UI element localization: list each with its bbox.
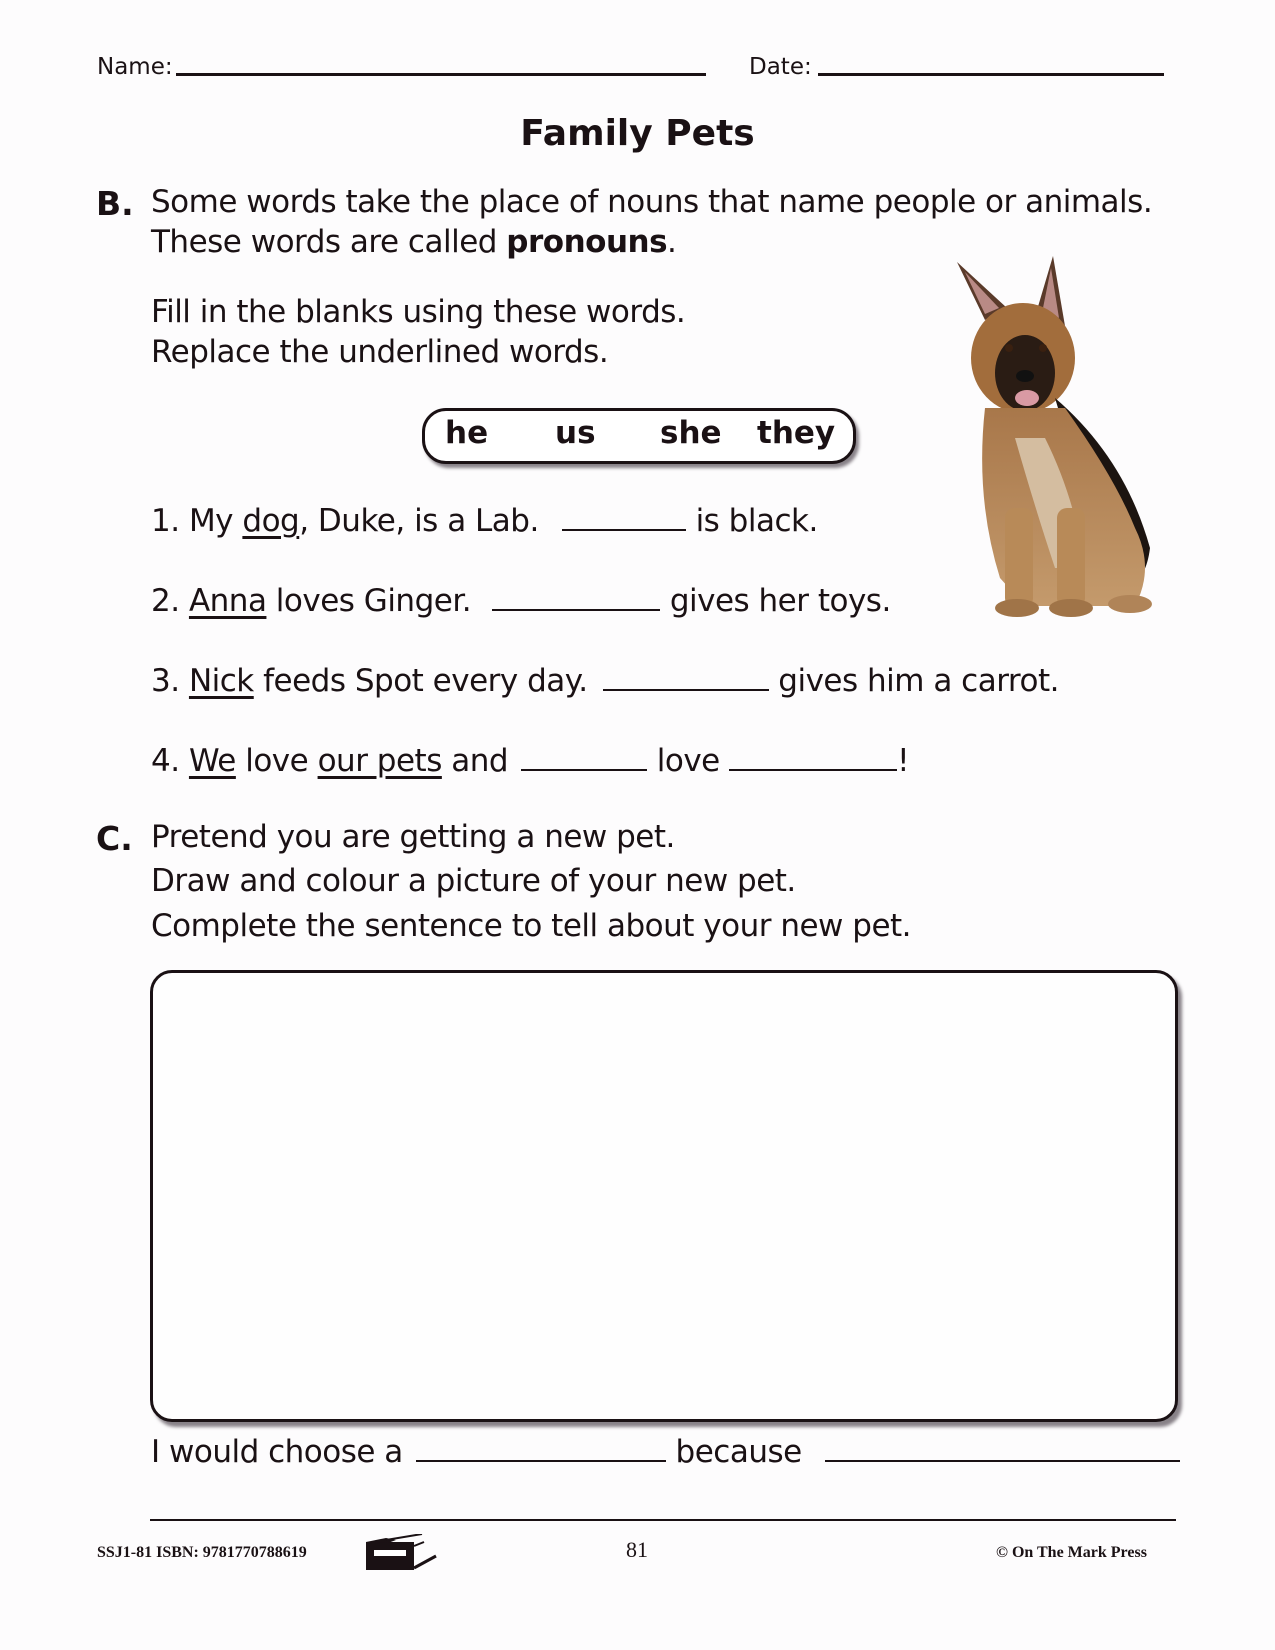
completion-sentence bbox=[151, 1434, 1180, 1470]
item-text: and bbox=[441, 743, 518, 779]
page-number: 81 bbox=[626, 1537, 648, 1562]
item-number: 2. bbox=[151, 583, 180, 619]
pronouns-term: pronouns bbox=[506, 224, 668, 260]
section-c-line3: Complete the sentence to tell about your new pet. bbox=[151, 908, 912, 944]
word-bank-item: she bbox=[660, 415, 722, 451]
section-c-letter: C. bbox=[96, 819, 133, 858]
exercise-item-3 bbox=[151, 663, 1059, 699]
underlined-word: dog bbox=[242, 503, 300, 539]
reason-blank[interactable] bbox=[825, 1459, 1180, 1462]
item-number: 1. bbox=[151, 503, 180, 539]
date-field[interactable] bbox=[818, 73, 1164, 76]
item-text: feeds Spot every day. bbox=[253, 663, 588, 699]
pet-choice-blank[interactable] bbox=[416, 1459, 666, 1462]
section-c-line2: Draw and colour a picture of your new pet. bbox=[151, 863, 796, 899]
underlined-word: Anna bbox=[188, 583, 267, 619]
instruction-line2: Replace the underlined words. bbox=[151, 334, 609, 370]
word-bank-item: they bbox=[757, 415, 836, 451]
item-text: loves Ginger. bbox=[266, 583, 472, 619]
item-text: ! bbox=[897, 743, 910, 779]
date-label: Date: bbox=[749, 54, 812, 80]
instruction-line1: Fill in the blanks using these words. bbox=[151, 294, 686, 330]
word-bank bbox=[422, 408, 856, 464]
german-shepherd-dog-image bbox=[945, 248, 1160, 623]
answer-blank[interactable] bbox=[729, 768, 897, 771]
answer-blank[interactable] bbox=[521, 768, 647, 771]
intro-text: These words are called bbox=[151, 224, 507, 260]
footer-divider bbox=[150, 1519, 1176, 1521]
item-text: gives her toys. bbox=[669, 583, 891, 619]
photocopier-icon bbox=[366, 1534, 438, 1570]
intro-period: . bbox=[667, 224, 677, 260]
drawing-area[interactable] bbox=[150, 970, 1178, 1422]
copyright: © On The Mark Press bbox=[996, 1544, 1147, 1561]
sentence-text: I would choose a bbox=[151, 1434, 403, 1470]
section-b-intro-line1: Some words take the place of nouns that name people or animals. bbox=[151, 184, 1153, 220]
section-c-line1: Pretend you are getting a new pet. bbox=[151, 819, 675, 855]
dog-photo-icon bbox=[945, 248, 1160, 623]
answer-blank[interactable] bbox=[603, 688, 769, 691]
section-b-letter: B. bbox=[96, 184, 134, 223]
footer-code-isbn: SSJ1-81 ISBN: 9781770788619 bbox=[97, 1544, 307, 1561]
exercise-item-4 bbox=[151, 743, 909, 779]
item-number: 4. bbox=[151, 743, 180, 779]
underlined-word: We bbox=[188, 743, 236, 779]
exercise-item-1 bbox=[151, 503, 818, 539]
word-bank-item: us bbox=[555, 415, 596, 451]
name-label: Name: bbox=[97, 54, 173, 80]
word-bank-item: he bbox=[445, 415, 489, 451]
sentence-text: because bbox=[675, 1434, 802, 1470]
item-text: love bbox=[656, 743, 720, 779]
item-text: , Duke, is a Lab. bbox=[299, 503, 539, 539]
section-b-intro-line2 bbox=[151, 224, 676, 260]
underlined-word: our pets bbox=[317, 743, 442, 779]
page-title: Family Pets bbox=[520, 113, 755, 154]
item-text: is black. bbox=[695, 503, 818, 539]
exercise-item-2 bbox=[151, 583, 891, 619]
item-text: gives him a carrot. bbox=[778, 663, 1059, 699]
item-number: 3. bbox=[151, 663, 180, 699]
name-field[interactable] bbox=[176, 73, 706, 76]
underlined-word: Nick bbox=[188, 663, 254, 699]
item-text: love bbox=[235, 743, 318, 779]
item-text: My bbox=[188, 503, 243, 539]
answer-blank[interactable] bbox=[562, 528, 686, 531]
answer-blank[interactable] bbox=[492, 608, 660, 611]
